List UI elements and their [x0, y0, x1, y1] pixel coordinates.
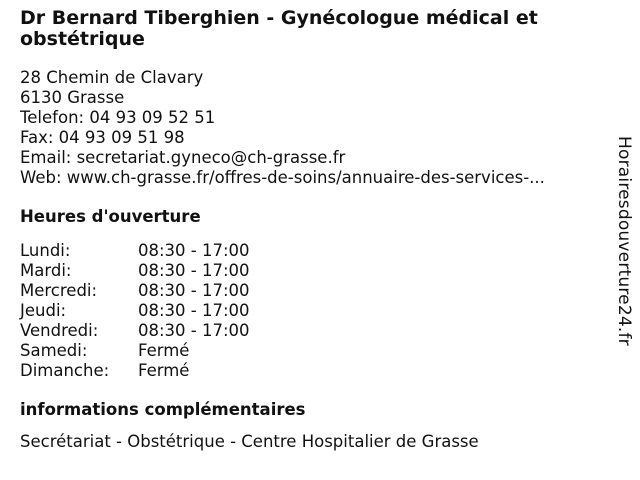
day-label: Vendredi:	[20, 321, 99, 340]
time-value: Fermé	[138, 361, 190, 380]
info-text: Secrétariat - Obstétrique - Centre Hospitalier de Grasse	[20, 432, 479, 451]
city-line: 6130 Grasse	[20, 88, 125, 107]
day-label: Mercredi:	[20, 281, 98, 300]
time-value: 08:30 - 17:00	[138, 321, 250, 340]
phone-line: Telefon: 04 93 09 52 51	[20, 108, 216, 127]
contact-block	[20, 68, 600, 188]
street-address: 28 Chemin de Clavary	[20, 68, 204, 87]
hours-row-sunday	[20, 361, 600, 381]
hours-row-monday	[20, 241, 600, 261]
time-value: 08:30 - 17:00	[138, 281, 250, 300]
side-brand-watermark: Horairesdouverture24.fr	[614, 136, 634, 346]
day-label: Jeudi:	[20, 301, 67, 320]
hours-row-thursday	[20, 301, 600, 321]
page-title: Dr Bernard Tiberghien - Gynécologue médical et obstétrique	[20, 7, 538, 50]
time-value: 08:30 - 17:00	[138, 261, 250, 280]
time-value: 08:30 - 17:00	[138, 301, 250, 320]
hours-row-wednesday	[20, 281, 600, 301]
hours-row-saturday	[20, 341, 600, 361]
day-label: Samedi:	[20, 341, 88, 360]
business-card	[20, 8, 600, 452]
email-line: Email: secretariat.gyneco@ch-grasse.fr	[20, 148, 346, 167]
web-line: Web: www.ch-grasse.fr/offres-de-soins/annuaire-des-services-...	[20, 168, 545, 187]
time-value: 08:30 - 17:00	[138, 241, 250, 260]
time-value: Fermé	[138, 341, 190, 360]
hours-row-friday	[20, 321, 600, 341]
hours-row-tuesday	[20, 261, 600, 281]
fax-line: Fax: 04 93 09 51 98	[20, 128, 185, 147]
day-label: Mardi:	[20, 261, 72, 280]
hours-table	[20, 241, 600, 381]
day-label: Lundi:	[20, 241, 71, 260]
hours-heading: Heures d'ouverture	[20, 207, 201, 226]
info-heading: informations complémentaires	[20, 400, 306, 419]
day-label: Dimanche:	[20, 361, 110, 380]
